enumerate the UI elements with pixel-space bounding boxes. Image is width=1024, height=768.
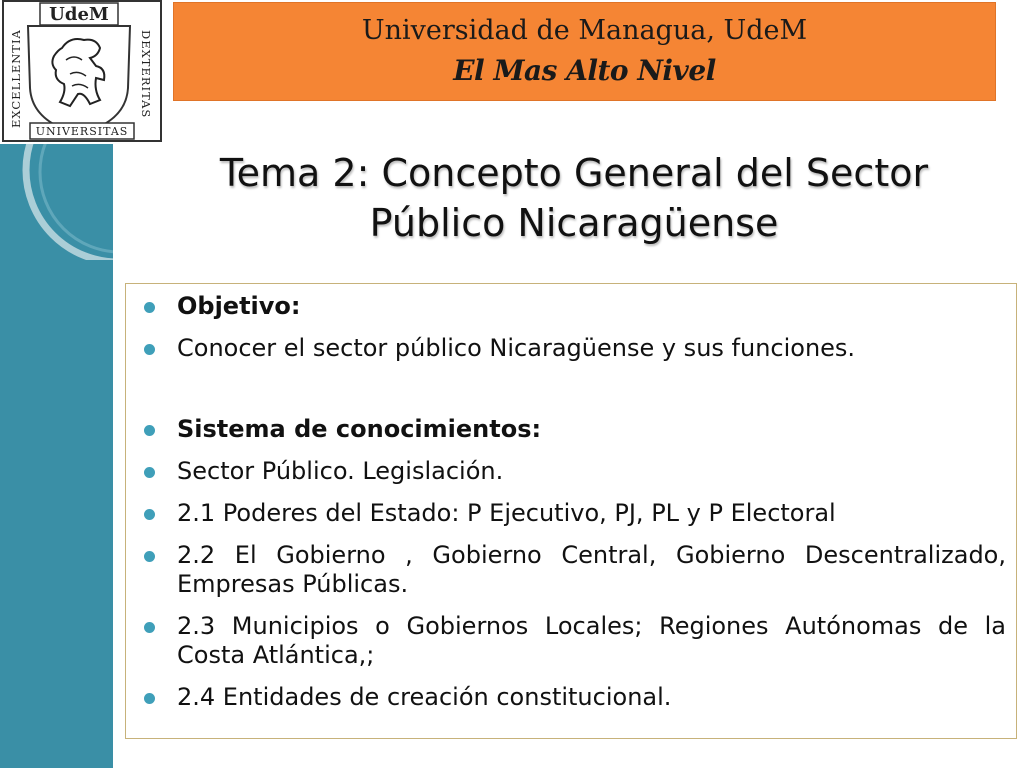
slide-title-line-1: Tema 2: Concepto General del Sector	[219, 151, 929, 195]
bullet-item	[126, 334, 1016, 363]
bullet-icon	[144, 425, 155, 436]
bullet-item	[126, 415, 1016, 444]
slide-title	[150, 148, 998, 248]
bullet-icon	[144, 693, 155, 704]
bullet-icon	[144, 622, 155, 633]
content-box	[125, 283, 1017, 739]
bullet-text: Sistema de conocimientos:	[177, 415, 542, 443]
bullet-item	[126, 499, 1016, 528]
bullet-text: 2.3 Municipios o Gobiernos Locales; Regiones Autónomas de la Costa Atlántica,;	[177, 612, 1006, 669]
bullet-text: Objetivo:	[177, 292, 301, 320]
bullet-icon	[144, 551, 155, 562]
logo-right-text: DEXTERITAS	[139, 30, 153, 119]
bullet-item	[126, 541, 1016, 599]
university-logo	[0, 0, 166, 144]
bullet-icon	[144, 467, 155, 478]
bullet-text: 2.4 Entidades de creación constitucional.	[177, 683, 672, 711]
bullet-item	[126, 612, 1016, 670]
header-banner	[173, 2, 996, 101]
university-motto: El Mas Alto Nivel	[453, 54, 716, 87]
bullet-text: Sector Público. Legislación.	[177, 457, 504, 485]
bullet-icon	[144, 302, 155, 313]
bullet-item	[126, 683, 1016, 712]
bullet-icon	[144, 344, 155, 355]
bullet-icon	[144, 509, 155, 520]
university-name: Universidad de Managua, UdeM	[361, 15, 808, 46]
bullet-text: 2.2 El Gobierno , Gobierno Central, Gobierno Descentralizado, Empresas Públicas.	[177, 541, 1006, 598]
slide-title-line-2: Público Nicaragüense	[369, 201, 779, 245]
logo-left-text: EXCELLENTIA	[9, 29, 23, 128]
bullet-list	[126, 292, 1016, 712]
bullet-item	[126, 457, 1016, 486]
bullet-item	[126, 292, 1016, 321]
bullet-text: Conocer el sector público Nicaragüense y sus funciones.	[177, 334, 856, 362]
logo-bottom-text: UNIVERSITAS	[35, 125, 129, 138]
logo-abbreviation: UdeM	[49, 4, 109, 25]
bullet-text: 2.1 Poderes del Estado: P Ejecutivo, PJ, PL y P Electoral	[177, 499, 836, 527]
